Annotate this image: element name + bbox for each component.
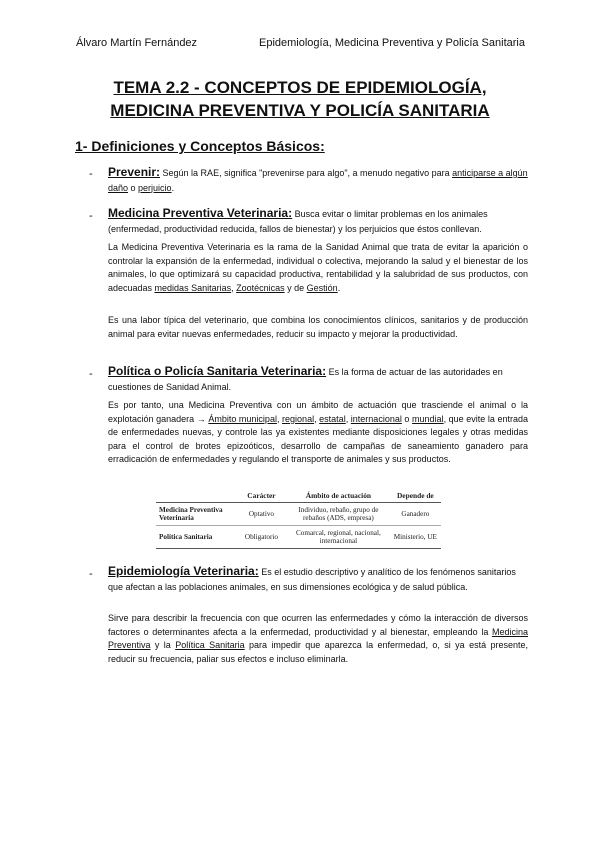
medicina-link-sanitarias: medidas Sanitarias xyxy=(154,282,232,293)
epidemiologia-definition xyxy=(108,564,528,594)
politica-link-estatal: estatal xyxy=(319,413,346,424)
medicina-p1-sep1: , xyxy=(231,282,237,293)
epidemiologia-term: Epidemiología Veterinaria: xyxy=(108,564,259,578)
medicina-link-zootecnicas: Zootécnicas xyxy=(236,282,285,293)
epidemiologia-link-medicina: Medicina Preventiva xyxy=(108,626,528,651)
section-heading: 1- Definiciones y Conceptos Básicos: xyxy=(75,138,325,154)
medicina-paragraph-1 xyxy=(108,241,528,295)
politica-definition xyxy=(108,364,528,394)
politica-p1-text: Es por tanto, una Medicina Preventiva con un ámbito de actuación que trasciende el animal o la explotación ganadera → xyxy=(108,400,528,424)
table-cell: Individuo, rebaño, grupo de rebaños (ADS, empresa) xyxy=(287,503,390,526)
medicina-p1-end: . xyxy=(337,282,341,293)
epidemiologia-link-politica: Política Sanitaria xyxy=(175,640,245,651)
table-cell: Política Sanitaria xyxy=(156,526,236,549)
politica-link-regional: regional xyxy=(282,413,315,424)
table-cell: Comarcal, regional, nacional, internacional xyxy=(287,526,390,549)
medicina-link-gestion: Gestión xyxy=(306,282,338,293)
epidemiologia-connector: y la xyxy=(150,640,176,651)
bullet-marker: - xyxy=(89,368,93,380)
prevenir-definition xyxy=(108,165,528,195)
politica-link-internacional: internacional xyxy=(350,413,402,424)
politica-text: Es la forma de actuar de las autoridades en cuestiones de Sanidad Animal. xyxy=(108,367,503,392)
table-cell: Obligatorio xyxy=(236,526,287,549)
table-cell: Ganadero xyxy=(390,503,441,526)
table-cell: Medicina Preventiva Veterinaria xyxy=(156,503,236,526)
prevenir-text: Según la RAE, significa "prevenirse para algo", a menudo negativo para xyxy=(160,168,453,178)
medicina-definition xyxy=(108,206,528,236)
politica-link-municipal: Ámbito municipal xyxy=(208,413,277,424)
page-title xyxy=(70,76,530,122)
politica-sep: o xyxy=(401,413,413,424)
bullet-marker: - xyxy=(89,168,93,180)
table-header-row xyxy=(156,489,441,503)
prevenir-end: . xyxy=(171,182,175,193)
medicina-term: Medicina Preventiva Veterinaria: xyxy=(108,206,293,220)
medicina-text: Busca evitar o limitar problemas en los animales (enfermedad, productividad reducida, fallos de bienestar) y los perjuicios que éstos conllevan. xyxy=(108,209,488,234)
politica-paragraph-1 xyxy=(108,399,528,467)
bullet-marker: - xyxy=(89,568,93,580)
politica-sep: , xyxy=(276,413,283,424)
header-author: Álvaro Martín Fernández xyxy=(76,37,198,49)
table-row xyxy=(156,503,441,526)
medicina-paragraph-2: Es una labor típica del veterinario, que combina los conocimientos clínicos, sanitarios y de producción animal para evitar nuevas enfermedades, reducir su impacto y mejorar la productividad. xyxy=(108,315,528,339)
epidemiologia-text: Es el estudio descriptivo y analítico de los fenómenos sanitarios que afectan a las poblaciones animales, en sus dimensiones ecológica y de salud pública. xyxy=(108,567,516,592)
table-header-cell: Ámbito de actuación xyxy=(287,489,390,503)
politica-term: Política o Policía Sanitaria Veterinaria: xyxy=(108,364,327,378)
page-title-line-1: TEMA 2.2 - CONCEPTOS DE EPIDEMIOLOGÍA, xyxy=(113,78,487,97)
table-header-cell xyxy=(156,489,236,503)
table-header-cell: Carácter xyxy=(236,489,287,503)
epidemiologia-p1-text: Sirve para describir la frecuencia con que ocurren las enfermedades y cómo la interacción de diversos factores o determinantes afecta a la enfermedad, productividad y al bienestar, empleando la xyxy=(108,613,528,637)
table-cell: Ministerio, UE xyxy=(390,526,441,549)
table-cell: Optativo xyxy=(236,503,287,526)
politica-sep: , xyxy=(345,413,351,424)
politica-sep: , xyxy=(314,413,320,424)
table-row xyxy=(156,526,441,549)
header-subject: Epidemiología, Medicina Preventiva y Policía Sanitaria xyxy=(259,37,525,49)
politica-p1-end: , que evite la entrada de enfermedades nuevas, y controle las ya existentes mediante disposiciones legales y otras medidas para el control de brotes epizoóticos, desarrollo de campañas de saneamiento ganadero para erradicación de enfermedades y regulando el transporte de animales y sus productos. xyxy=(108,413,528,465)
medicina-p1-sep2: y de xyxy=(284,282,307,293)
politica-link-mundial: mundial xyxy=(412,413,444,424)
prevenir-connector: o xyxy=(128,182,139,193)
prevenir-term: Prevenir: xyxy=(108,165,161,179)
medicina-p1-text: La Medicina Preventiva Veterinaria es la rama de la Sanidad Animal que trata de evitar la aparición o controlar la expansión de la enfermedad, individual o colectiva, mejorando la salud y el bienestar de los animales, lo que optimizará su capacidad productiva, rentabilidad y la salubridad de sus productos, con adecuadas xyxy=(108,242,528,293)
prevenir-link-dano: anticiparse a algún daño xyxy=(108,168,528,193)
page-title-line-2: MEDICINA PREVENTIVA Y POLICÍA SANITARIA xyxy=(110,101,490,120)
comparison-table xyxy=(156,489,441,549)
table-header-cell: Depende de xyxy=(390,489,441,503)
prevenir-link-perjuicio: perjuicio xyxy=(138,182,172,193)
epidemiologia-paragraph-1 xyxy=(108,612,528,666)
epidemiologia-p1-end: para impedir que aparezca la enfermedad, o, si ya está presente, reducir su frecuencia, paliar sus efectos e incluso eliminarla. xyxy=(108,640,528,664)
bullet-marker: - xyxy=(89,210,93,222)
